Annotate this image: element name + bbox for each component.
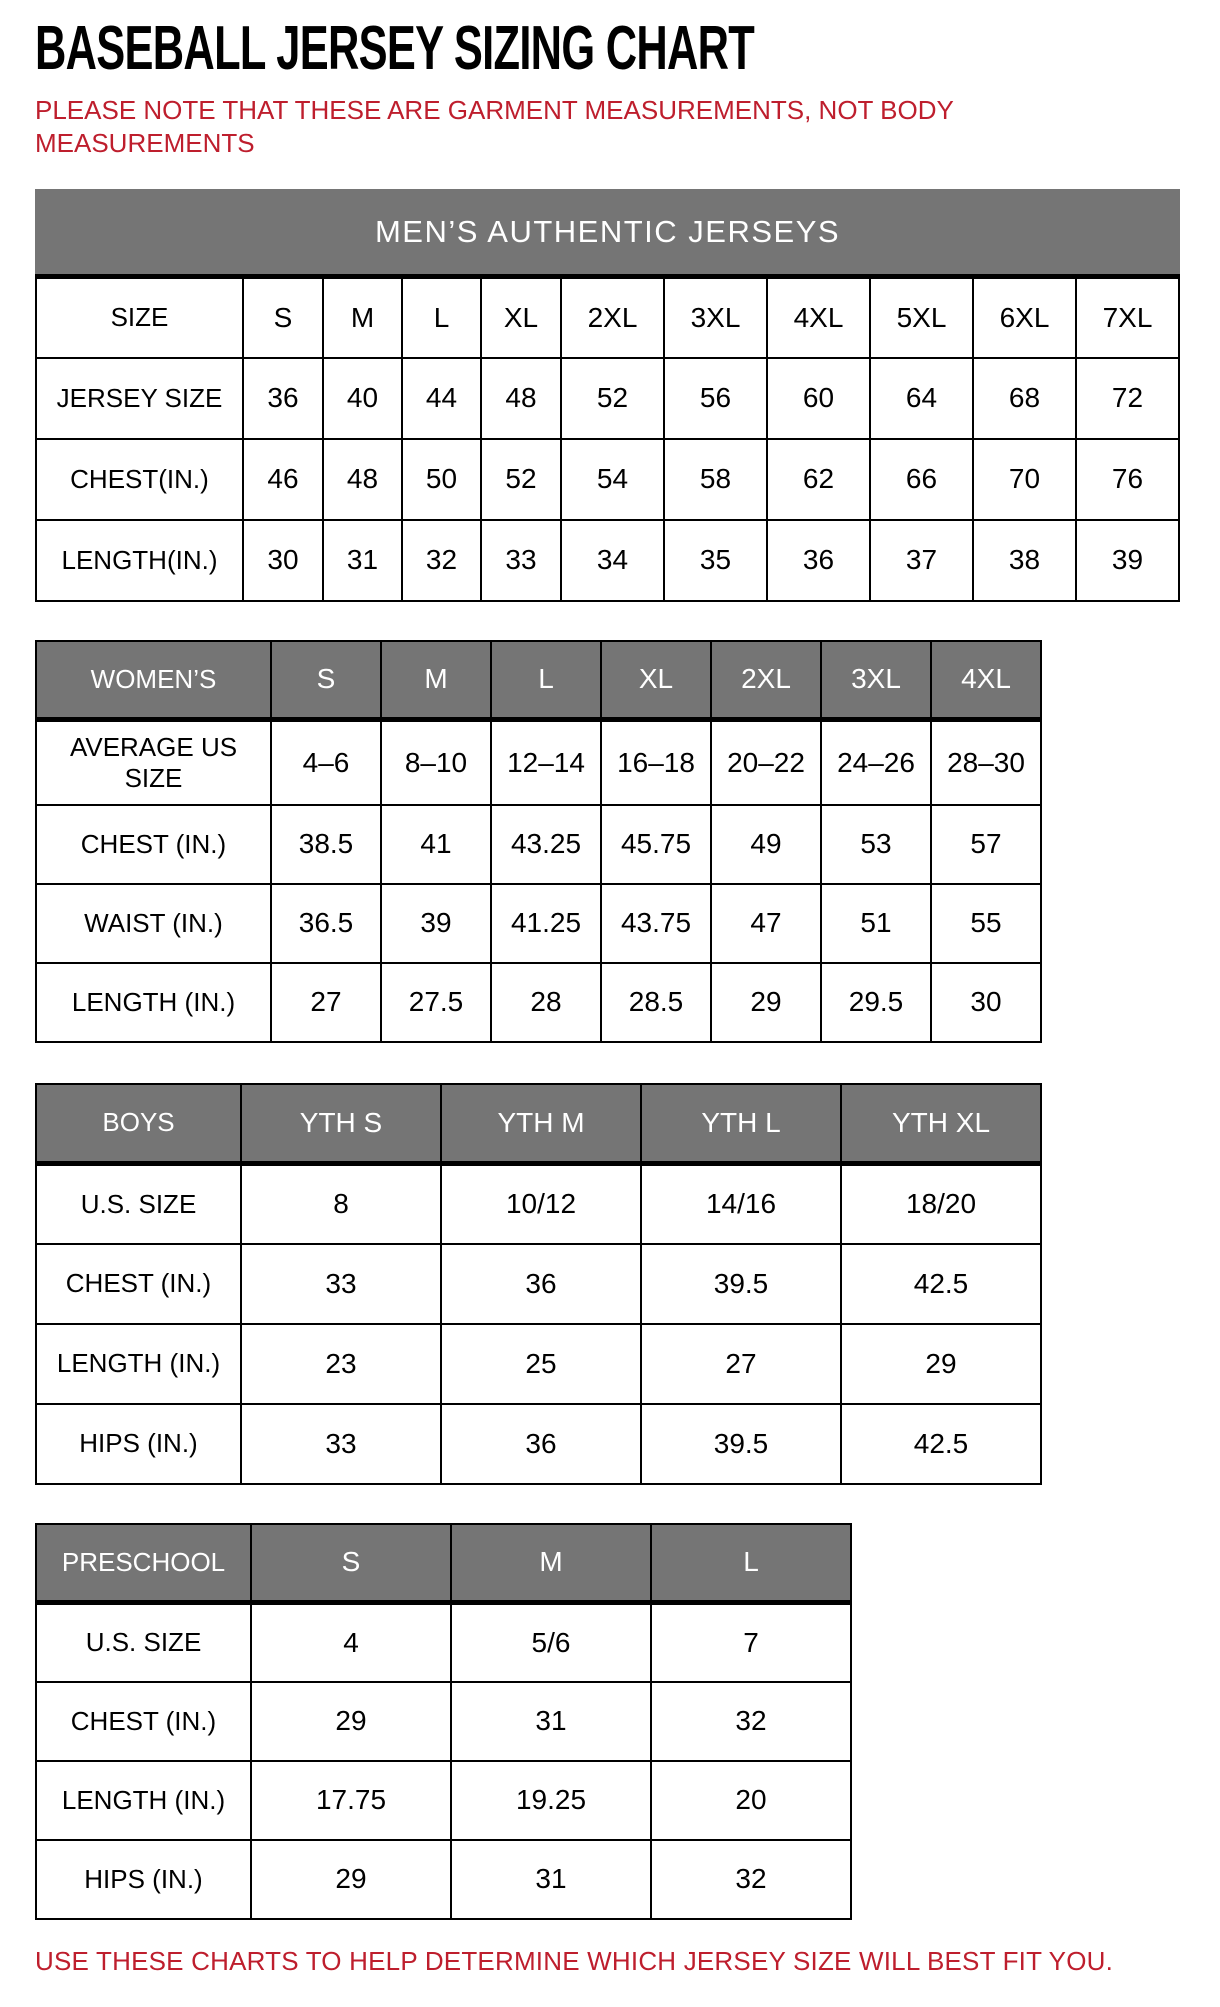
- value-cell: 27: [641, 1324, 841, 1404]
- value-cell: 29: [841, 1324, 1041, 1404]
- page-title-text: BASEBALL JERSEY SIZING CHART: [35, 14, 755, 83]
- row-label: CHEST(IN.): [36, 439, 243, 520]
- value-cell: 20: [651, 1761, 851, 1840]
- value-cell: 36: [441, 1244, 641, 1324]
- value-cell: 8: [241, 1164, 441, 1244]
- row-label: PRESCHOOL: [36, 1524, 251, 1603]
- value-cell: 14/16: [641, 1164, 841, 1244]
- value-cell: 19.25: [451, 1761, 651, 1840]
- row-label: BOYS: [36, 1084, 241, 1164]
- header-cell: YTH L: [641, 1084, 841, 1164]
- header-cell: M: [323, 277, 402, 358]
- value-cell: 30: [931, 963, 1041, 1042]
- value-cell: 39.5: [641, 1404, 841, 1484]
- row-label: LENGTH (IN.): [36, 963, 271, 1042]
- value-cell: 17.75: [251, 1761, 451, 1840]
- header-cell: 4XL: [931, 641, 1041, 720]
- footer-note: USE THESE CHARTS TO HELP DETERMINE WHICH JERSEY SIZE WILL BEST FIT YOU.: [35, 1945, 1114, 1976]
- value-cell: 50: [402, 439, 481, 520]
- table-row: [36, 884, 1041, 963]
- table-row: [36, 520, 1179, 601]
- value-cell: 34: [561, 520, 664, 601]
- value-cell: 66: [870, 439, 973, 520]
- row-label: CHEST (IN.): [36, 1244, 241, 1324]
- header-cell: L: [402, 277, 481, 358]
- value-cell: 42.5: [841, 1404, 1041, 1484]
- value-cell: 48: [323, 439, 402, 520]
- value-cell: 36: [441, 1404, 641, 1484]
- value-cell: 68: [973, 358, 1076, 439]
- table-header-row: [36, 277, 1179, 358]
- value-cell: 45.75: [601, 805, 711, 884]
- value-cell: 27: [271, 963, 381, 1042]
- value-cell: 12–14: [491, 720, 601, 805]
- value-cell: 32: [402, 520, 481, 601]
- value-cell: 32: [651, 1682, 851, 1761]
- header-cell: S: [251, 1524, 451, 1603]
- value-cell: 28.5: [601, 963, 711, 1042]
- value-cell: 62: [767, 439, 870, 520]
- table-header-row: [36, 1084, 1041, 1164]
- value-cell: 42.5: [841, 1244, 1041, 1324]
- value-cell: 52: [481, 439, 561, 520]
- value-cell: 38: [973, 520, 1076, 601]
- header-cell: L: [651, 1524, 851, 1603]
- page-title: [35, 14, 1185, 83]
- header-cell: 7XL: [1076, 277, 1179, 358]
- table-row: [36, 1840, 851, 1919]
- value-cell: 72: [1076, 358, 1179, 439]
- value-cell: 49: [711, 805, 821, 884]
- value-cell: 24–26: [821, 720, 931, 805]
- header-cell: S: [271, 641, 381, 720]
- value-cell: 39: [381, 884, 491, 963]
- value-cell: 33: [481, 520, 561, 601]
- value-cell: 44: [402, 358, 481, 439]
- value-cell: 5/6: [451, 1603, 651, 1682]
- value-cell: 10/12: [441, 1164, 641, 1244]
- table-row: [36, 805, 1041, 884]
- row-label: HIPS (IN.): [36, 1404, 241, 1484]
- value-cell: 41.25: [491, 884, 601, 963]
- row-label: LENGTH(IN.): [36, 520, 243, 601]
- header-cell: 2XL: [711, 641, 821, 720]
- value-cell: 25: [441, 1324, 641, 1404]
- value-cell: 39: [1076, 520, 1179, 601]
- value-cell: 64: [870, 358, 973, 439]
- value-cell: 38.5: [271, 805, 381, 884]
- value-cell: 52: [561, 358, 664, 439]
- value-cell: 51: [821, 884, 931, 963]
- value-cell: 28–30: [931, 720, 1041, 805]
- value-cell: 29: [251, 1682, 451, 1761]
- row-label: LENGTH (IN.): [36, 1761, 251, 1840]
- value-cell: 55: [931, 884, 1041, 963]
- value-cell: 7: [651, 1603, 851, 1682]
- row-label: AVERAGE US SIZE: [36, 720, 271, 805]
- mens-sizing-table: [35, 189, 1180, 602]
- row-label: CHEST (IN.): [36, 805, 271, 884]
- value-cell: 23: [241, 1324, 441, 1404]
- womens-sizing-table: [35, 640, 1042, 1043]
- value-cell: 29.5: [821, 963, 931, 1042]
- value-cell: 53: [821, 805, 931, 884]
- value-cell: 76: [1076, 439, 1179, 520]
- value-cell: 31: [451, 1840, 651, 1919]
- value-cell: 35: [664, 520, 767, 601]
- value-cell: 31: [451, 1682, 651, 1761]
- value-cell: 48: [481, 358, 561, 439]
- table-row: [36, 1761, 851, 1840]
- row-label: U.S. SIZE: [36, 1603, 251, 1682]
- value-cell: 29: [711, 963, 821, 1042]
- value-cell: 33: [241, 1404, 441, 1484]
- value-cell: 16–18: [601, 720, 711, 805]
- row-label: JERSEY SIZE: [36, 358, 243, 439]
- value-cell: 70: [973, 439, 1076, 520]
- header-cell: M: [381, 641, 491, 720]
- table-header-row: [36, 1524, 851, 1603]
- value-cell: 47: [711, 884, 821, 963]
- table-row: [36, 1404, 1041, 1484]
- header-cell: XL: [601, 641, 711, 720]
- value-cell: 36: [767, 520, 870, 601]
- value-cell: 36: [243, 358, 323, 439]
- value-cell: 32: [651, 1840, 851, 1919]
- row-label: HIPS (IN.): [36, 1840, 251, 1919]
- header-cell: 3XL: [664, 277, 767, 358]
- value-cell: 27.5: [381, 963, 491, 1042]
- value-cell: 29: [251, 1840, 451, 1919]
- value-cell: 60: [767, 358, 870, 439]
- header-cell: 2XL: [561, 277, 664, 358]
- value-cell: 28: [491, 963, 601, 1042]
- header-cell: 4XL: [767, 277, 870, 358]
- row-label: LENGTH (IN.): [36, 1324, 241, 1404]
- preschool-sizing-table: [35, 1523, 852, 1920]
- value-cell: 56: [664, 358, 767, 439]
- value-cell: 57: [931, 805, 1041, 884]
- table-row: [36, 963, 1041, 1042]
- value-cell: 46: [243, 439, 323, 520]
- value-cell: 54: [561, 439, 664, 520]
- value-cell: 43.75: [601, 884, 711, 963]
- header-cell: L: [491, 641, 601, 720]
- header-cell: YTH S: [241, 1084, 441, 1164]
- table-row: [36, 358, 1179, 439]
- header-cell: 6XL: [973, 277, 1076, 358]
- header-cell: S: [243, 277, 323, 358]
- header-cell: YTH XL: [841, 1084, 1041, 1164]
- boys-sizing-table: [35, 1083, 1042, 1485]
- header-cell: YTH M: [441, 1084, 641, 1164]
- value-cell: 8–10: [381, 720, 491, 805]
- value-cell: 40: [323, 358, 402, 439]
- value-cell: 4: [251, 1603, 451, 1682]
- table-row: [36, 190, 1179, 277]
- header-cell: M: [451, 1524, 651, 1603]
- value-cell: 37: [870, 520, 973, 601]
- table-row: [36, 439, 1179, 520]
- table-header-row: [36, 641, 1041, 720]
- row-label: U.S. SIZE: [36, 1164, 241, 1244]
- value-cell: 30: [243, 520, 323, 601]
- header-cell: 3XL: [821, 641, 931, 720]
- row-label: WOMEN’S: [36, 641, 271, 720]
- garment-measurements-note: PLEASE NOTE THAT THESE ARE GARMENT MEASUREMENTS, NOT BODY MEASUREMENTS: [35, 95, 954, 159]
- table-row: [36, 1164, 1041, 1244]
- row-label: WAIST (IN.): [36, 884, 271, 963]
- value-cell: 39.5: [641, 1244, 841, 1324]
- value-cell: 33: [241, 1244, 441, 1324]
- value-cell: 43.25: [491, 805, 601, 884]
- header-cell: 5XL: [870, 277, 973, 358]
- table-row: [36, 1603, 851, 1682]
- mens-table-banner: MEN’S AUTHENTIC JERSEYS: [36, 190, 1179, 277]
- value-cell: 58: [664, 439, 767, 520]
- value-cell: 41: [381, 805, 491, 884]
- table-row: [36, 1324, 1041, 1404]
- table-row: [36, 1682, 851, 1761]
- table-row: [36, 720, 1041, 805]
- value-cell: 31: [323, 520, 402, 601]
- header-cell: XL: [481, 277, 561, 358]
- row-label: CHEST (IN.): [36, 1682, 251, 1761]
- row-label: SIZE: [36, 277, 243, 358]
- value-cell: 20–22: [711, 720, 821, 805]
- table-row: [36, 1244, 1041, 1324]
- value-cell: 18/20: [841, 1164, 1041, 1244]
- value-cell: 36.5: [271, 884, 381, 963]
- value-cell: 4–6: [271, 720, 381, 805]
